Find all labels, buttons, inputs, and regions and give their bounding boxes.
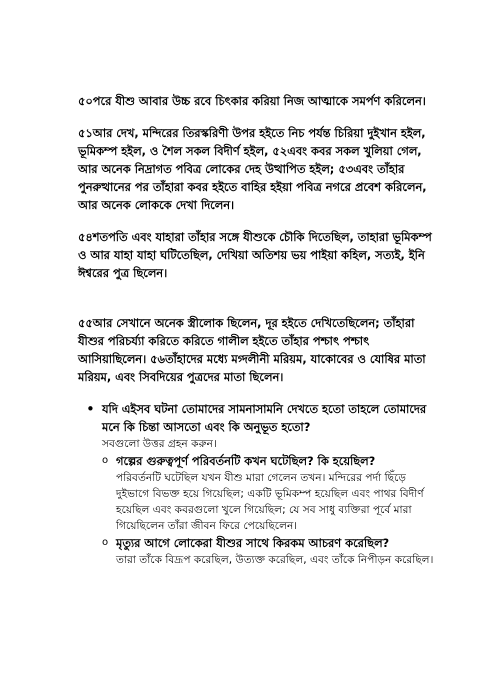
list-item (102, 534, 439, 568)
spacer (78, 214, 439, 228)
sub-question-list (102, 452, 439, 568)
sub-answer-text: পরিবর্তনটি ঘটেছিল যখন যীশু মারা গেলেন তখন। মন্দিরের পর্দা ছিঁড়ে দুইভাগে বিভক্ত হয়ে গিয়েছিল; একটি ভূমিকম্প হয়েছিল এবং পাথর বিদীর্ণ হয়েছিল এবং কবরগুলো খুলে গিয়েছিল; যে সব সাধু ব্যক্তিরা পূর্বে মারা গিয়েছিলেন তাঁরা জীবন ফিরে পেয়েছিলেন। (116, 472, 424, 532)
question-list (78, 400, 439, 568)
sub-question-text: o গল্পের গুরুত্বপূর্ণ পরিবর্তনটি কখন ঘটেছিল? কি হয়েছিল? (116, 454, 376, 468)
spacer (78, 282, 439, 314)
sub-question-text: o মৃত্যুর আগে লোকেরা যীশুর সাথে কিরকম আচরণ করেছিল? (116, 536, 390, 550)
question-text: • যদি এইসব ঘটনা তোমাদের সামনাসামনি দেখতে হতো তাহলে তোমাদের মনে কি চিন্তা আসতো এবং কি অনুভূত হতো? (102, 402, 427, 434)
verse-51-53: ৫১আর দেখ, মন্দিরের তিরস্করিণী উপর হইতে নিচ পর্যন্ত চিরিয়া দুইখান হইল, ভূমিকম্প হইল, ও শৈল সকল বিদীর্ণ হইল, ৫২এবং কবর সকল খুলিয়া গেল, আর অনেক নিদ্রাগত পবিত্র লোকের দেহ উত্থাপিত হইল; ৫৩এবং তাঁহার পুনরুত্থানের পর তাঁহারা কবর হইতে বাহির হইয়া পবিত্র নগরে প্রবেশ করিলেন, আর অনেক লোককে দেখা দিলেন। (78, 126, 427, 212)
list-item (102, 452, 439, 534)
spacer (78, 386, 439, 400)
verse-50: ৫০পরে যীশু আবার উচ্চ রবে চিৎকার করিয়া নিজ আত্মাকে সমর্পণ করিলেন। (78, 94, 426, 108)
list-item (88, 400, 439, 568)
verse-54: ৫৪শতপতি এবং যাহারা তাঁহার সঙ্গে যীশুকে চৌকি দিতেছিল, তাহারা ভূমিকম্প ও আর যাহা যাহা ঘটিতেছিল, দেখিয়া অতিশয় ভয় পাইয়া কহিল, সত্যই, ইনি ঈশ্বরের পুত্র ছিলেন। (78, 230, 432, 280)
sub-answer-text: তারা তাঁকে বিদ্রূপ করেছিল, উত্যক্ত করেছিল, এবং তাঁকে নিপীড়ন করেছিল। (116, 554, 434, 566)
verse-55-56: ৫৫আর সেখানে অনেক স্ত্রীলোক ছিলেন, দূর হইতে দেখিতেছিলেন; তাঁহারা যীশুর পরিচর্য্যা করিতে করিতে গালীল হইতে তাঁহার পশ্চাৎ পশ্চাৎ আসিয়াছিলেন। ৫৬তাঁহাদের মধ্যে মগ্দলীনী মরিয়ম, যাকোবের ও যোষির মাতা মরিয়ম, এবং সিবদিয়ের পুত্রদের মাতা ছিলেন। (78, 316, 426, 384)
spacer (78, 110, 439, 124)
answer-text: সবগুলো উত্তর গ্রহন করুন। (102, 438, 217, 450)
